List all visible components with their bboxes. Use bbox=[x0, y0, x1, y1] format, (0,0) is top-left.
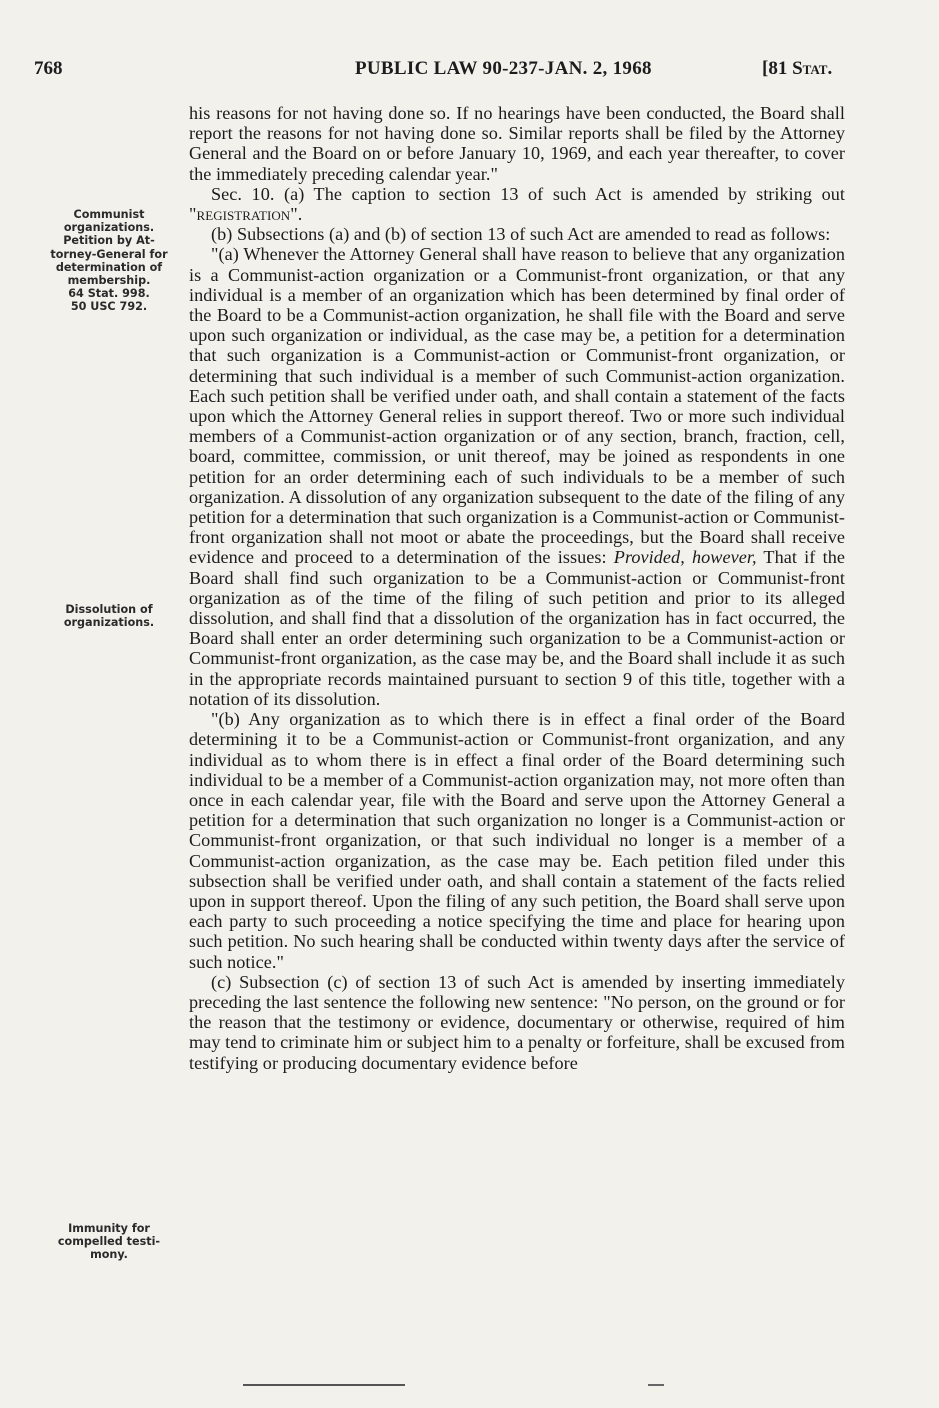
subsection-a-proviso-text: That if the Board shall find such organization to be a Communist-action or Communist-front organization as of the time of the filing of such petition and prior to its alleged dissolution, and shall find that a dissolution of the organization has in fact occurred, the Board shall enter an order determining such organization to be a Communist-action or Communist-front organization, as the case may be, and the Board shall include it as such in the appropriate records maintained pursuant to section 9 of this title, together with a notation of its dissolution. bbox=[189, 547, 845, 709]
margin-note-citation: 64 Stat. 998. bbox=[68, 287, 150, 301]
margin-note-line: membership. bbox=[67, 274, 151, 288]
registration-caption: registration bbox=[196, 204, 291, 225]
margin-note-dissolution bbox=[34, 603, 184, 629]
sec-10-a-tail: ". bbox=[290, 204, 303, 225]
subsection-a-text: "(a) Whenever the Attorney General shall have reason to believe that any organization is a Communist-action organization or a Communist-front organization, or that any individual is a member of an organization which has been determined by final order of the Board to be a Communist-action organization, he shall file with the Board and serve upon such organization or individual, as the case may be, a petition for a determination that such organization is a Communist-action or Communist-front organization, or determining that such individual is a member of such Communist-action organization. Each such petition shall be verified under oath, and shall contain a statement of the facts upon which the Attorney General relies in support thereof. Two or more such individual members of a Communist-action organization or of any section, branch, fraction, cell, board, committee, commission, or unit thereof, may be joined as respondents in one petition for an order determining each of such individuals to be a member of such organization. A dissolution of any organization subsequent to the date of the filing of any petition for a determination that such organization is a Communist-action or Communist-front organization shall not moot or abate the proceedings, but the Board shall receive evidence and proceed to a determination of the issues: bbox=[189, 244, 845, 568]
margin-note-line: organizations. bbox=[63, 616, 155, 630]
margin-note-line: torney-General for bbox=[50, 247, 168, 261]
paragraph-sec-10-b: (b) Subsections (a) and (b) of section 13 of such Act are amended to read as follows: bbox=[211, 224, 831, 245]
header-statute-citation bbox=[762, 58, 832, 80]
page-number: 768 bbox=[34, 58, 63, 79]
margin-note-line: organizations. bbox=[63, 221, 155, 235]
paragraph-sec-10-a bbox=[189, 184, 845, 224]
stat-volume: [81 bbox=[762, 58, 793, 79]
margin-note-line: compelled testi- bbox=[57, 1235, 161, 1249]
header-title: PUBLIC LAW 90-237-JAN. 2, 1968 bbox=[355, 58, 652, 79]
paragraph-sec-10-c: (c) Subsection (c) of section 13 of such Act is amended by inserting immediately preceding the last sentence the following new sentence: "No person, on the ground or for the reason that the testimony or evidence, documentary or otherwise, required of him may tend to criminate him or subject him to a penalty or forfeiture, shall be excused from testifying or producing documentary evidence before bbox=[189, 971, 845, 1073]
margin-note-line: Petition by At- bbox=[63, 234, 155, 248]
margin-note-immunity bbox=[34, 1222, 184, 1262]
sec-10-a-text: Sec. 10. (a) The caption to section 13 of such Act is amended by striking out " bbox=[189, 183, 845, 225]
margin-note-communist-organizations bbox=[34, 208, 184, 314]
margin-note-citation: 50 USC 792. bbox=[70, 300, 148, 314]
paragraph-subsection-b: "(b) Any organization as to which there is in effect a final order of the Board determining it to be a Communist-action or Communist-front organization, and any individual as to whom there is in effect a final order of the Board determining such individual to be a member of a Communist-action organization may, not more often than once in each calendar year, file with the Board and serve upon the Attorney General a petition for a determination that such organization no longer is a Communist-action or Communist-front organization, or that such individual no longer is a member of a Communist-action organization, as the case may be. Each petition filed under this subsection shall be verified under oath, and shall contain a statement of the facts relied upon in support thereof. Upon the filing of any such petition, the Board shall serve upon each party to such proceeding a notice specifying the time and place for hearing upon such petition. No such hearing shall be conducted within twenty days after the service of such notice." bbox=[189, 709, 845, 972]
stat-label: Stat. bbox=[792, 58, 833, 79]
margin-note-line: Communist bbox=[73, 208, 145, 221]
paragraph-continued: his reasons for not having done so. If no hearings have been conducted, the Board shall report the reasons for not having done so. Similar reports shall be filed by the Attorney General and the Board on or before January 10, 1969, and each year thereafter, to cover the immediately preceding calendar year." bbox=[189, 103, 845, 184]
margin-note-line: determination of bbox=[55, 260, 163, 274]
footer-rule bbox=[243, 1384, 405, 1386]
proviso-italic: Provided, however, bbox=[613, 547, 757, 568]
paragraph-subsection-a bbox=[189, 244, 845, 709]
margin-note-line: Dissolution of bbox=[65, 603, 153, 616]
running-header bbox=[0, 58, 939, 88]
footer-rule-short bbox=[648, 1384, 664, 1386]
body-text bbox=[189, 103, 845, 1073]
margin-note-line: mony. bbox=[90, 1248, 128, 1262]
margin-note-line: Immunity for bbox=[68, 1222, 150, 1235]
